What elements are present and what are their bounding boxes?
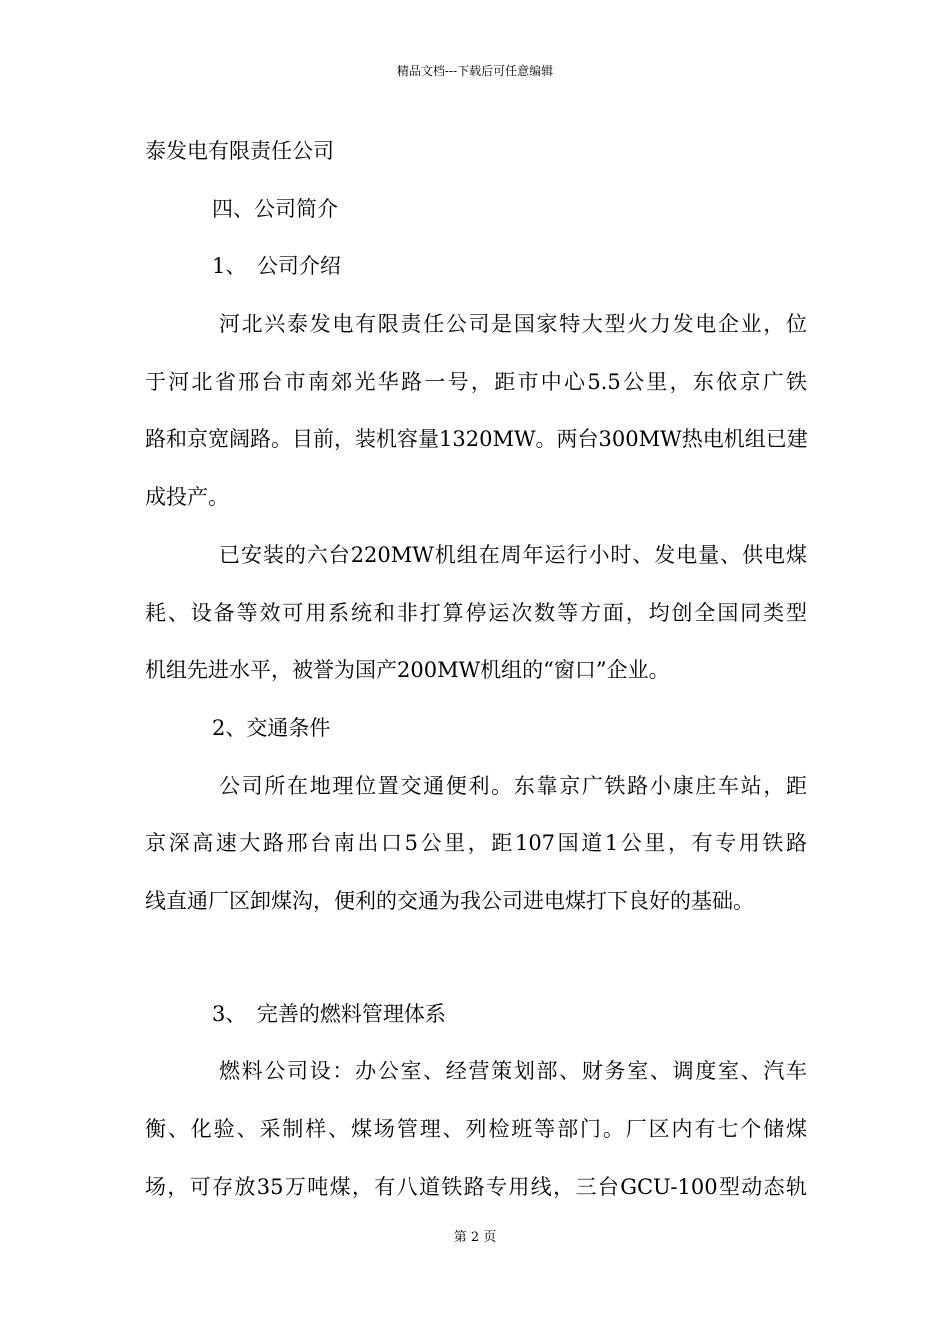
- paragraph-line: 成投产。: [145, 485, 229, 510]
- subsection-heading: 2、交通条件: [212, 715, 331, 740]
- paragraph-line: 京深高速大路邢台南出口5公里，距107国道1公里，有专用铁路: [145, 831, 807, 856]
- subsection-heading: 1、 公司介绍: [212, 254, 341, 279]
- document-body: [145, 132, 807, 1225]
- page-number: 第 2 页: [453, 1230, 497, 1245]
- section-heading: 四、公司简介: [212, 196, 338, 221]
- paragraph-line: 耗、设备等效可用系统和非打算停运次数等方面，均创全国同类型: [145, 600, 807, 625]
- paragraph-line: 于河北省邢台市南郊光华路一号，距市中心5.5公里，东依京广铁: [145, 369, 807, 394]
- page-header: 精品文档---下载后可任意编辑: [396, 64, 554, 78]
- paragraph-line: 公司所在地理位置交通便利。东靠京广铁路小康庄车站，距: [219, 773, 807, 798]
- paragraph-line: 河北兴泰发电有限责任公司是国家特大型火力发电企业，位: [219, 312, 807, 337]
- paragraph-line: 场，可存放35万吨煤，有八道铁路专用线，三台GCU-100型动态轨: [145, 1174, 807, 1199]
- paragraph-line: 燃料公司设：办公室、经营策划部、财务室、调度室、汽车: [219, 1059, 807, 1084]
- paragraph-line: 路和京宽阔路。目前，装机容量1320MW。两台300MW热电机组已建: [145, 427, 808, 452]
- text-line: 泰发电有限责任公司: [145, 139, 334, 163]
- blank-line: [145, 940, 807, 995]
- subsection-heading: 3、 完善的燃料管理体系: [212, 1001, 446, 1026]
- paragraph-line: 衡、化验、采制样、煤场管理、列检班等部门。厂区内有七个储煤: [145, 1117, 807, 1141]
- paragraph-line: 机组先进水平，被誉为国产200MW机组的“窗口”企业。: [145, 658, 670, 683]
- paragraph-line: 线直通厂区卸煤沟，便利的交通为我公司进电煤打下良好的基础。: [145, 888, 754, 913]
- paragraph-line: 已安装的六台220MW机组在周年运行小时、发电量、供电煤: [219, 542, 807, 567]
